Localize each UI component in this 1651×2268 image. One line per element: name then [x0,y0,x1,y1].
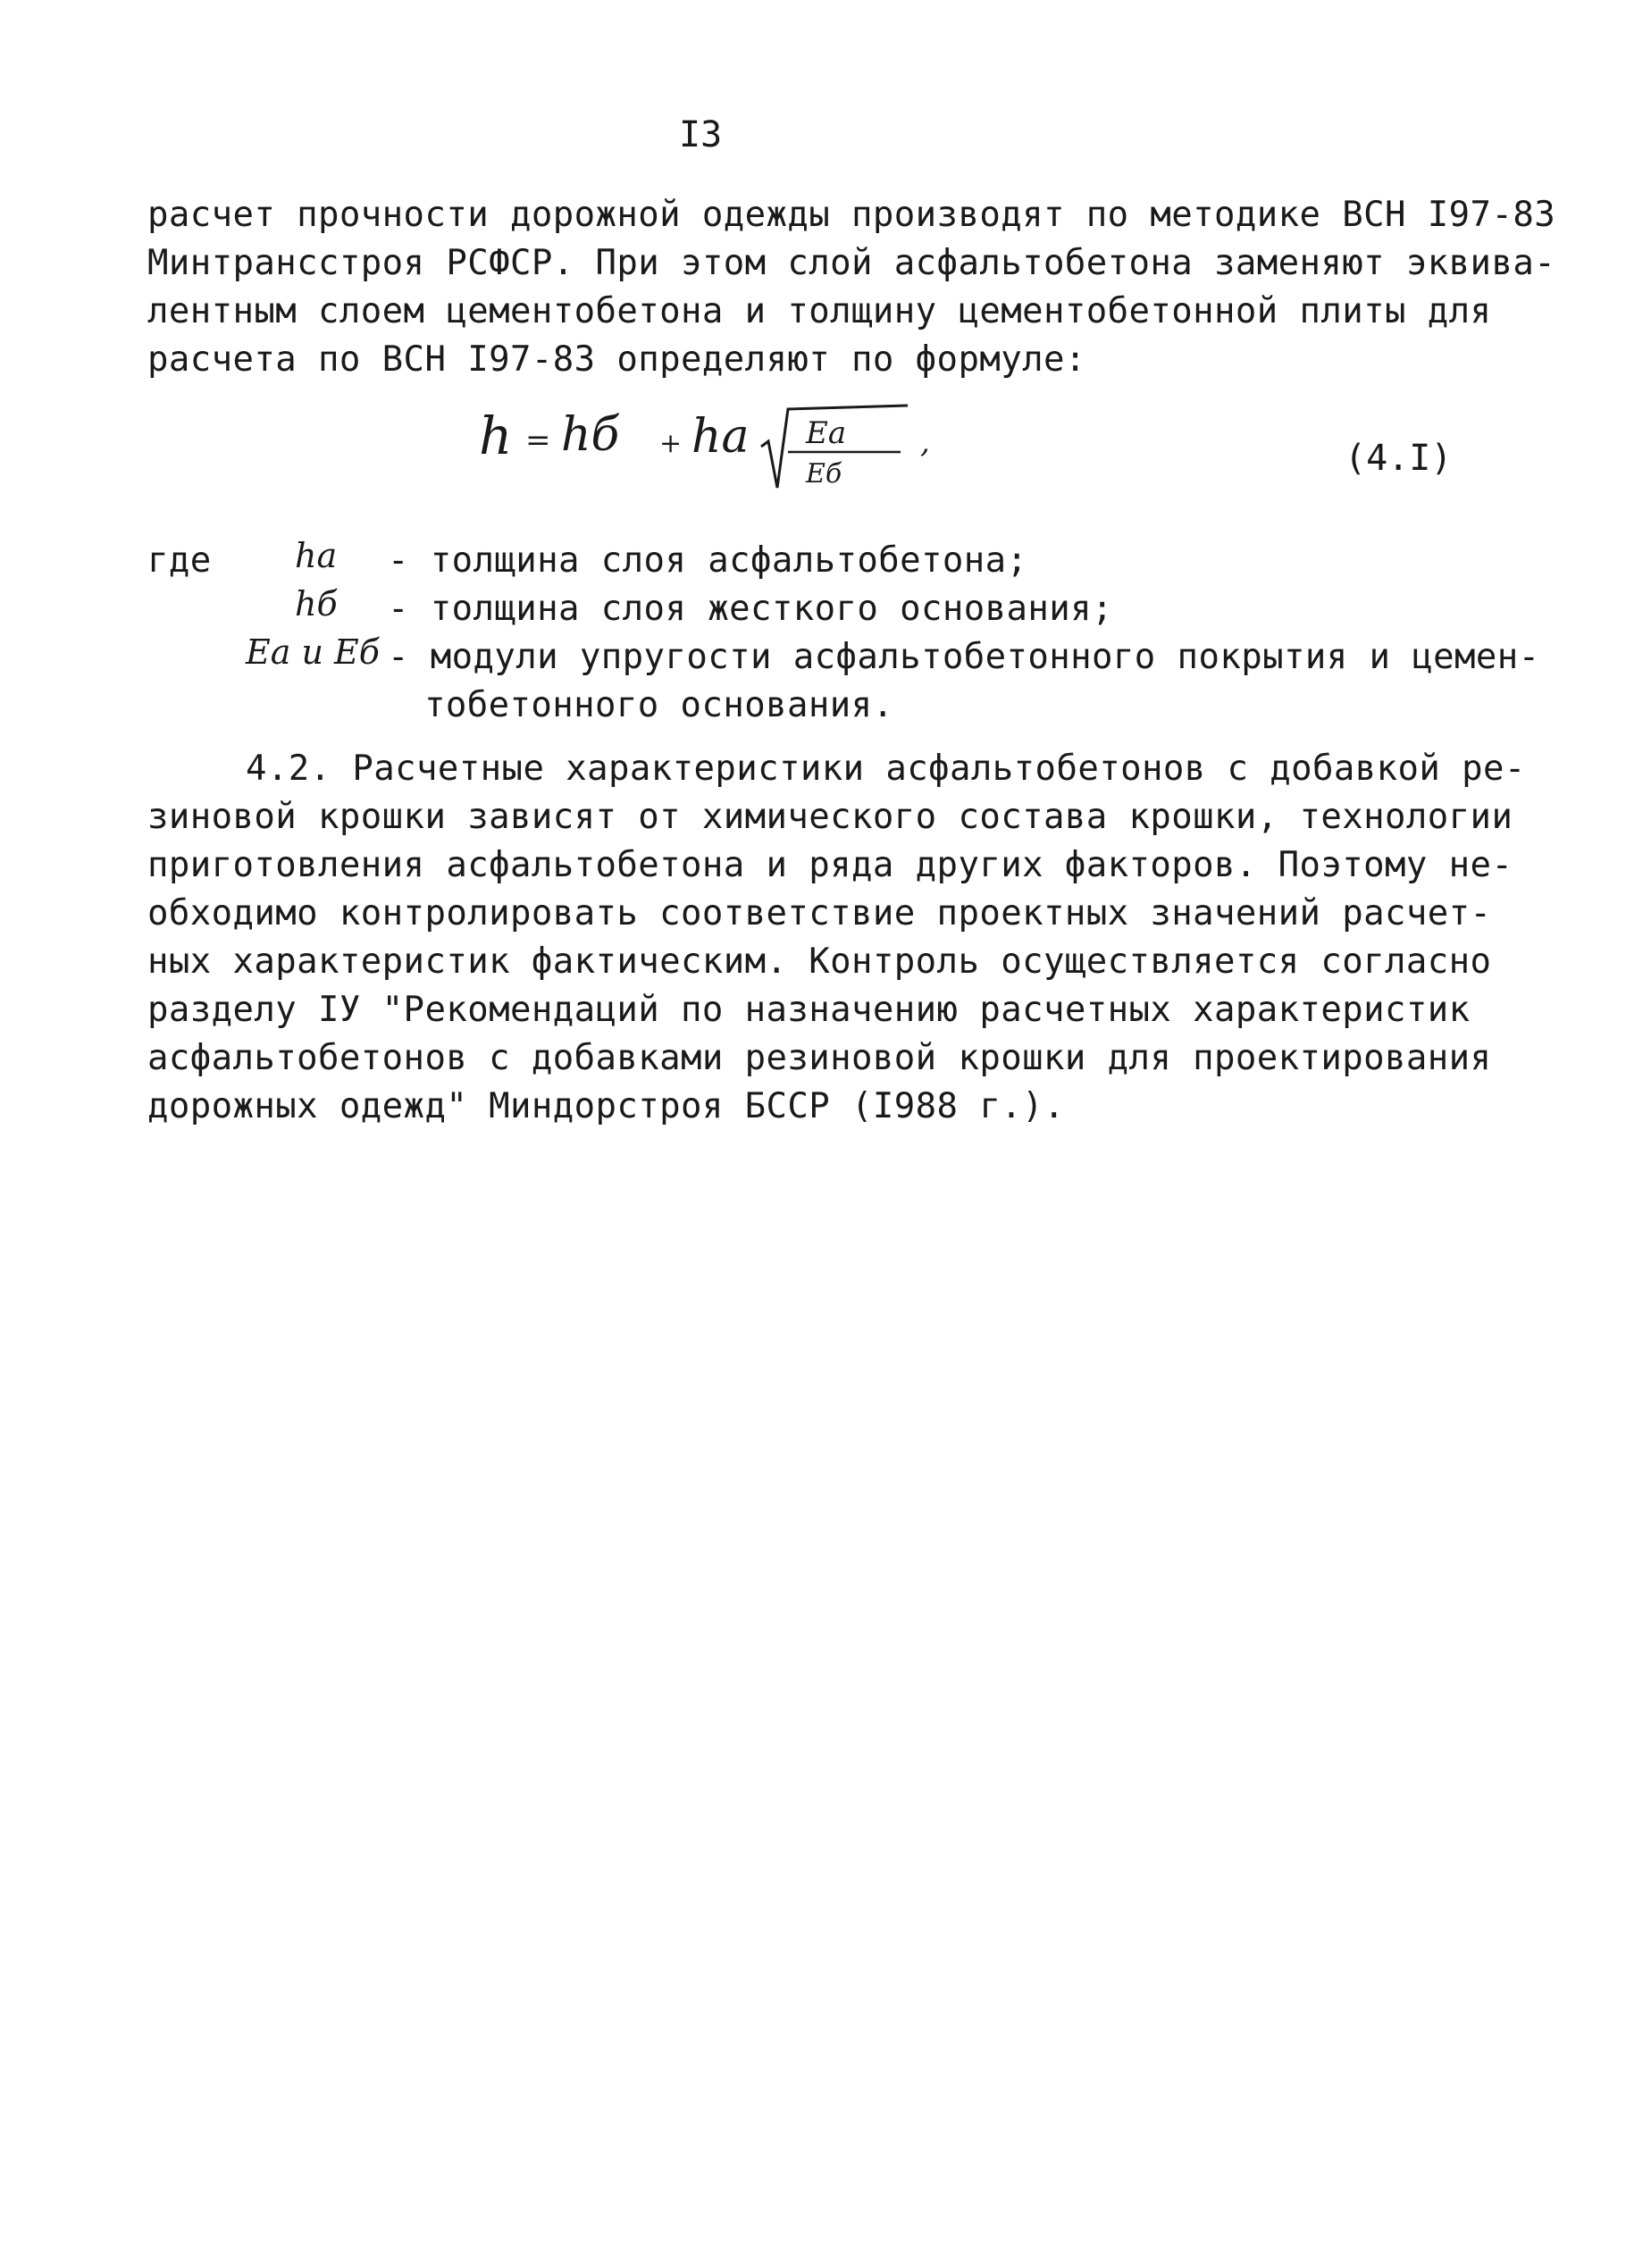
formula-term1: hб [561,408,620,462]
formula-lhs: h [479,406,513,466]
paragraph2-line-7: асфальтобетонов с добавками резиновой крошки для проектирования [147,1038,1492,1078]
formula-trailing-comma: , [920,424,930,460]
legend-intro: где [147,540,212,581]
formula-plus: + [659,428,683,459]
paragraph2-line-3: приготовления асфальтобетона и ряда других факторов. Поэтому не- [147,845,1513,885]
legend-symbol-2: hб [295,584,338,623]
legend-text-1: - толщина слоя асфальтобетона; [388,540,1028,581]
formula-equals: = [525,423,551,458]
formula-denominator: Eб [806,458,842,490]
formula-4-1 [474,384,938,500]
paragraph-line-4: расчета по ВСН I97-83 определяют по формуле: [147,339,1086,380]
legend-continuation: тобетонного основания. [424,685,894,725]
formula-numerator: Eа [806,415,847,451]
paragraph2-line-8: дорожных одежд" Миндорстроя БССР (I988 г.). [147,1086,1065,1126]
paragraph2-line-4: обходимо контролировать соответствие проектных значений расчет- [147,893,1492,933]
equation-number: (4.I) [1345,438,1453,479]
legend-text-2: - толщина слоя жесткого основания; [388,589,1113,629]
paragraph2-line-1: 4.2. Расчетные характеристики асфальтобетонов с добавкой ре- [246,749,1526,789]
paragraph-line-3: лентным слоем цементобетона и толщину цементобетонной плиты для [147,291,1492,331]
paragraph-line-1: расчет прочности дорожной одежды производят по методике ВСН I97-83 [147,195,1556,235]
legend-symbol-3: Eа и Eб [246,632,380,672]
paragraph2-line-6: разделу IУ "Рекомендаций по назначению расчетных характеристик [147,990,1471,1030]
paragraph-line-2: Минтрансстроя РСФСР. При этом слой асфальтобетона заменяют эквива- [147,243,1556,283]
page-number: I3 [679,114,723,155]
legend-text-3: - модули упругости асфальтобетонного покрытия и цемен- [388,637,1540,677]
formula-term2: hа [691,410,750,464]
legend-symbol-1: hа [295,536,338,575]
paragraph2-line-5: ных характеристик фактическим. Контроль осуществляется согласно [147,942,1492,982]
paragraph2-line-2: зиновой крошки зависят от химического состава крошки, технологии [147,797,1513,837]
